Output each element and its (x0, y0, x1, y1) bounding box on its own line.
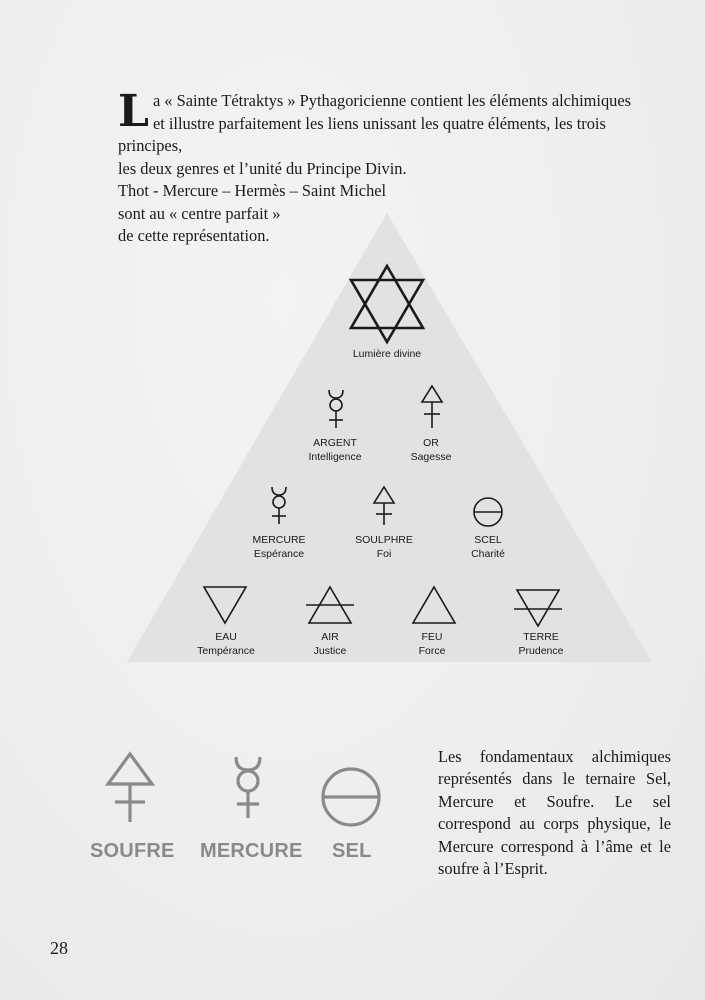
intro-line: Thot - Mercure – Hermès – Saint Michel (118, 181, 387, 200)
label-eau (166, 631, 286, 658)
label-line: EAU (215, 631, 237, 643)
label-line: TERRE (523, 631, 559, 643)
mercury-large-icon (236, 757, 260, 818)
label-line: OR (423, 437, 439, 449)
label-line: ARGENT (313, 437, 357, 449)
label-line: Sagesse (410, 450, 452, 463)
label-line: Intelligence (308, 450, 362, 463)
intro-line: sont au « centre parfait » (118, 203, 281, 223)
label-scel (428, 534, 548, 561)
label-line: SOULPHRE (355, 534, 413, 546)
label-line: Tempérance (197, 644, 255, 657)
label-soulphre (324, 534, 444, 561)
label-terre (481, 631, 601, 658)
label-line: MERCURE (252, 534, 306, 546)
drop-cap: L (118, 86, 149, 137)
label-line: Prudence (518, 644, 564, 657)
label-line: Espérance (253, 547, 305, 560)
page-number: 28 (50, 938, 68, 958)
intro-line: les deux genres et l’unité du Principe Divin. (118, 158, 407, 178)
sulphur-large-icon (108, 754, 152, 822)
label-mercure (219, 534, 339, 561)
intro-line: a « Sainte Tétraktys » Pythagoricienne contient les éléments alchimiques (152, 91, 632, 110)
side-paragraph: Les fondamentaux alchimiques représentés dans le ternaire Sel, Mercure et Soufre. Le sel correspond au corps physique, le Mercure correspond à l’âme et le soufre à l’Esprit. (438, 747, 671, 879)
label-line: Justice (313, 644, 347, 657)
intro-line: et illustre parfaitement les liens unissant les quatre éléments, les trois principes, (118, 113, 606, 155)
label-line: Charité (471, 547, 505, 560)
label-line: SCEL (474, 534, 502, 546)
label-line: AIR (321, 631, 339, 643)
principle-label-mercure: MERCURE (200, 840, 303, 862)
label-lumiere-divine (327, 348, 447, 362)
salt-large-icon (323, 769, 379, 825)
label-line: Lumière divine (352, 348, 422, 360)
label-feu (372, 631, 492, 658)
label-or (371, 437, 491, 464)
label-line: Foi (376, 547, 392, 560)
label-line: Force (418, 644, 446, 657)
principle-label-soufre: SOUFRE (90, 840, 175, 862)
principle-label-sel: SEL (332, 840, 372, 862)
intro-line: de cette représentation. (118, 226, 270, 245)
label-line: FEU (421, 631, 443, 643)
